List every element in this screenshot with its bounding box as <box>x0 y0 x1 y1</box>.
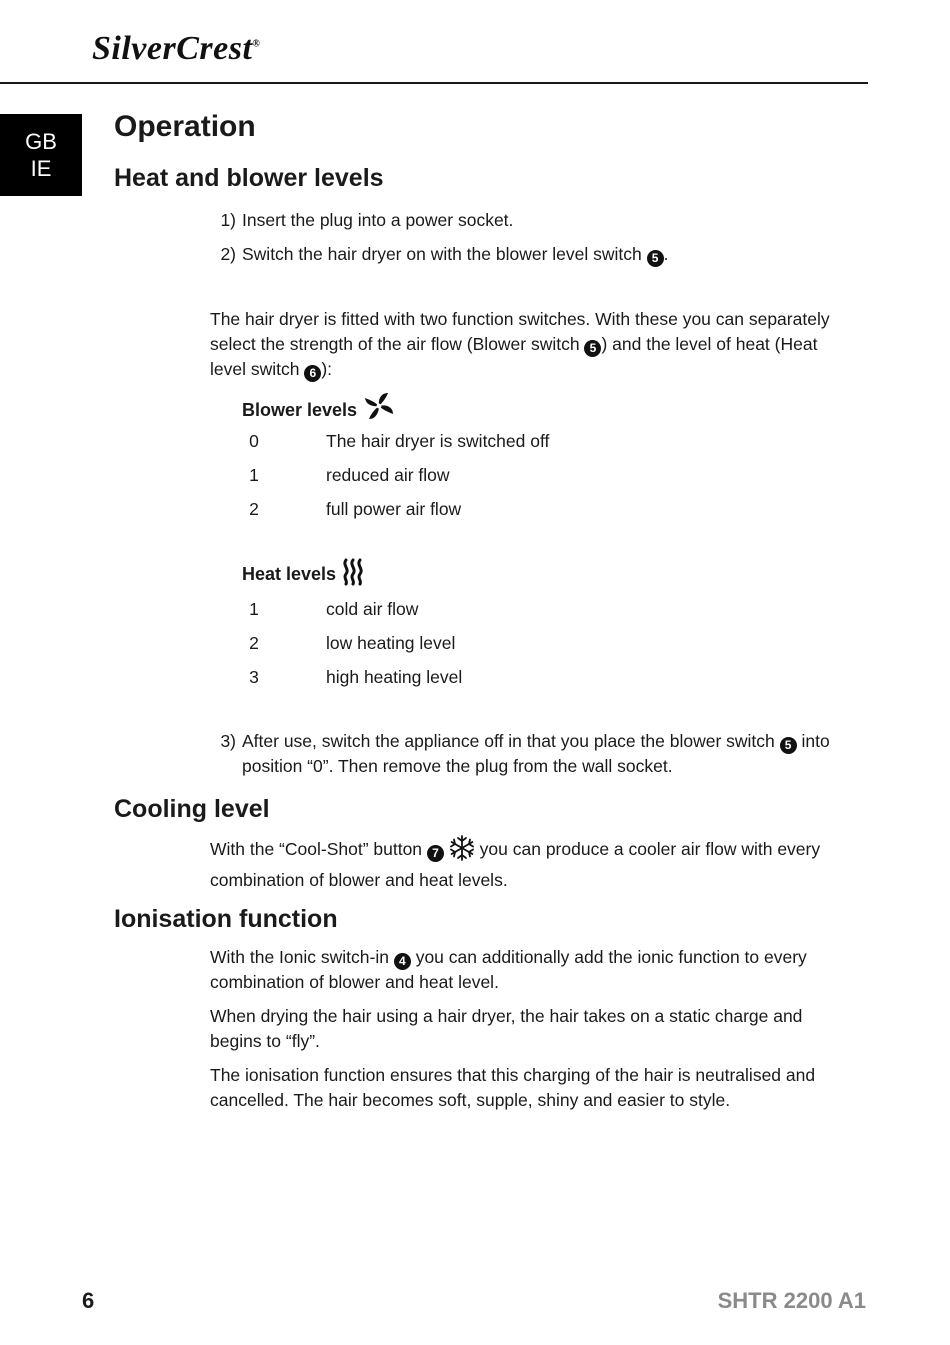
section-heading-heat-blower: Heat and blower levels <box>114 164 384 192</box>
step-3: 3) After use, switch the appliance off in that you place the blower switch 5 into position “0”. Then remove the plug from the wall socket. <box>220 731 830 776</box>
page-number: 6 <box>82 1288 95 1313</box>
item-badge-7: 7 <box>427 845 444 862</box>
heat-level-row: 1 cold air flow <box>249 599 419 619</box>
model-number: SHTR 2200 A1 <box>717 1288 866 1313</box>
blower-level-row: 1 reduced air flow <box>249 465 450 485</box>
heat-level-row: 3 high heating level <box>249 667 463 687</box>
lang-code-ie: IE <box>30 156 52 181</box>
snowflake-icon <box>449 835 475 868</box>
item-badge-6: 6 <box>304 365 321 382</box>
step-2: 2) Switch the hair dryer on with the blower level switch 5 . <box>220 244 669 265</box>
section-heading-ionisation: Ionisation function <box>114 905 338 933</box>
ionisation-paragraph-2: When drying the hair using a hair dryer, the hair takes on a static charge and begins to “fly”. <box>210 1006 803 1051</box>
ionisation-paragraph-1: With the Ionic switch-in 4 you can additionally add the ionic function to every combination of blower and heat level. <box>210 947 807 992</box>
cooling-paragraph: With the “Cool-Shot” button 7 you can produce a cooler air flow with every combination of blower and heat levels. <box>210 835 850 892</box>
blower-level-row: 0 The hair dryer is switched off <box>249 431 550 451</box>
heat-icon <box>341 558 367 591</box>
heat-levels-heading: Heat levels <box>242 558 367 591</box>
item-badge-5: 5 <box>647 250 664 267</box>
lang-code-gb: GB <box>25 129 57 154</box>
fan-icon <box>362 390 396 427</box>
section-heading-cooling: Cooling level <box>114 795 270 823</box>
page-title: Operation <box>114 110 256 143</box>
brand-logo: SilverCrest® <box>92 30 261 67</box>
heat-level-row: 2 low heating level <box>249 633 456 653</box>
item-badge-5: 5 <box>780 737 797 754</box>
header-rule <box>0 82 868 84</box>
ionisation-paragraph-3: The ionisation function ensures that this charging of the hair is neutralised and cancelled. The hair becomes soft, supple, shiny and easier to style. <box>210 1065 816 1110</box>
blower-levels-heading: Blower levels <box>242 390 396 427</box>
intro-paragraph: The hair dryer is fitted with two function switches. With these you can separately select the strength of the air flow (Blower switch 5 ) and the level of heat (Heat level switch 6 ): <box>210 309 830 380</box>
item-badge-5: 5 <box>584 340 601 357</box>
language-tab <box>0 114 82 196</box>
blower-level-row: 2 full power air flow <box>249 499 462 519</box>
item-badge-4: 4 <box>394 953 411 970</box>
step-1: 1) Insert the plug into a power socket. <box>220 210 514 230</box>
